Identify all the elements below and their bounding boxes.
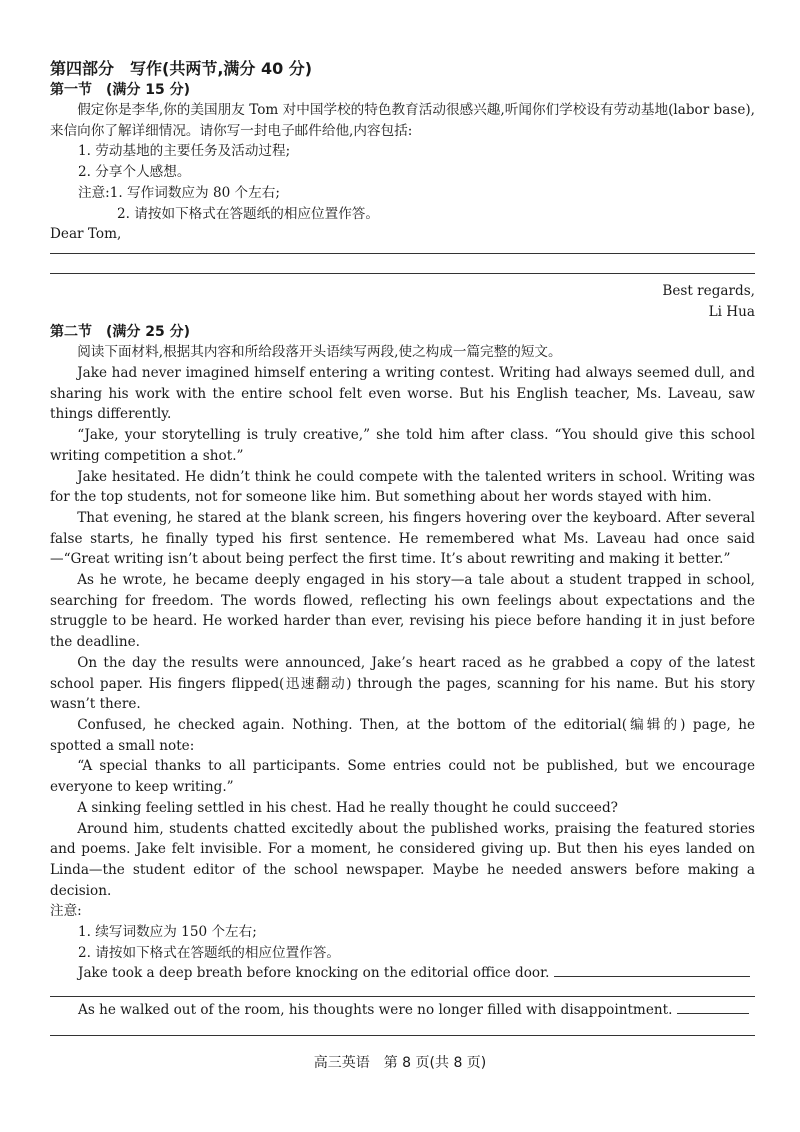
letter-closing: Best regards, [662, 282, 755, 299]
answer-blank [677, 1013, 749, 1014]
story-paragraph: That evening, he stared at the blank screen, his fingers hovering over the keyboard. After several false starts, he finally typed his first sentence. He remembered what Ms. Laveau had once said—“Great writing isn’t about being perfect the first time. It’s about rewriting and making it better.” [50, 509, 755, 568]
story-paragraph: Around him, students chatted excitedly about the published works, praising the featured stories and poems. Jake felt invisible. For a moment, he considered giving up. But then his eyes landed on Linda—the student editor of the school newspaper. Maybe he needed answers before making a decision. [50, 820, 755, 899]
exam-page [50, 58, 755, 1036]
continuation-prompt-1 [50, 963, 755, 984]
letter-salutation: Dear Tom, [50, 226, 122, 243]
story-paragraph: Jake hesitated. He didn’t think he could compete with the talented writers in school. Writing was for the top students, not for someone like him. But something about her words stayed with him. [50, 468, 755, 506]
section1-note: 注意:1. 写作词数应为 80 个左右; [78, 184, 280, 201]
story-paragraph: Jake had never imagined himself entering a writing contest. Writing had always seemed dull, and sharing his work with the entire school felt even worse. But his English teacher, Ms. Laveau, saw things differently. [50, 365, 755, 423]
story-paragraph: A sinking feeling settled in his chest. Had he really thought he could succeed? [77, 799, 618, 816]
story-paragraph: As he wrote, he became deeply engaged in his story—a tale about a student trapped in school, searching for freedom. The words flowed, reflecting his own feelings about expectations and the struggle to be heard. He worked harder than ever, revising his piece before handing it in just before the deadline. [50, 572, 755, 651]
answer-line [50, 273, 755, 274]
section2-intro: 阅读下面材料,根据其内容和所给段落开头语续写两段,使之构成一篇完整的短文。 [77, 344, 562, 361]
story-paragraph: On the day the results were announced, Jake’s heart raced as he grabbed a copy of the latest school paper. His fingers flipped(迅速翻动) through the pages, scanning for his name. But his story wasn’t there. [50, 654, 755, 713]
page-footer: 高三英语 第 8 页(共 8 页) [313, 1055, 487, 1071]
section1-note: 2. 请按如下格式在答题纸的相应位置作答。 [117, 205, 379, 222]
part-title: 第四部分 写作(共两节,满分 40 分) [50, 59, 313, 78]
prompt-text: As he walked out of the room, his thoughts were no longer filled with disappointment. [78, 1002, 673, 1019]
section1-intro: 假定你是李华,你的美国朋友 Tom 对中国学校的特色教育活动很感兴趣,听闻你们学校设有劳动基地(labor base),来信向你了解详细情况。请你写一封电子邮件给他,内容包括: [50, 102, 755, 139]
story-paragraph: Confused, he checked again. Nothing. Then, at the bottom of the editorial(编辑的) page, he spotted a small note: [50, 716, 755, 754]
answer-blank [554, 976, 750, 977]
section1-title: 第一节 (满分 15 分) [50, 82, 191, 98]
section2-title: 第二节 (满分 25 分) [50, 324, 191, 341]
section1-item: 1. 劳动基地的主要任务及活动过程; [78, 143, 291, 160]
continuation-prompt-2 [50, 1000, 755, 1021]
answer-line [50, 996, 755, 997]
answer-line [50, 253, 755, 254]
prompt-text: Jake took a deep breath before knocking on the editorial office door. [78, 965, 550, 982]
section1-item: 2. 分享个人感想。 [78, 164, 191, 181]
section2-item: 1. 续写词数应为 150 个左右; [78, 924, 257, 941]
answer-line [50, 1035, 755, 1036]
story-paragraph: “A special thanks to all participants. Some entries could not be published, but we encourage everyone to keep writing.” [50, 758, 755, 796]
section2-item: 2. 请按如下格式在答题纸的相应位置作答。 [78, 944, 340, 961]
story-paragraph: “Jake, your storytelling is truly creative,” she told him after class. “You should give this school writing competition a shot.” [50, 427, 755, 464]
letter-signature: Li Hua [708, 303, 755, 320]
section2-note-label: 注意: [50, 903, 82, 920]
